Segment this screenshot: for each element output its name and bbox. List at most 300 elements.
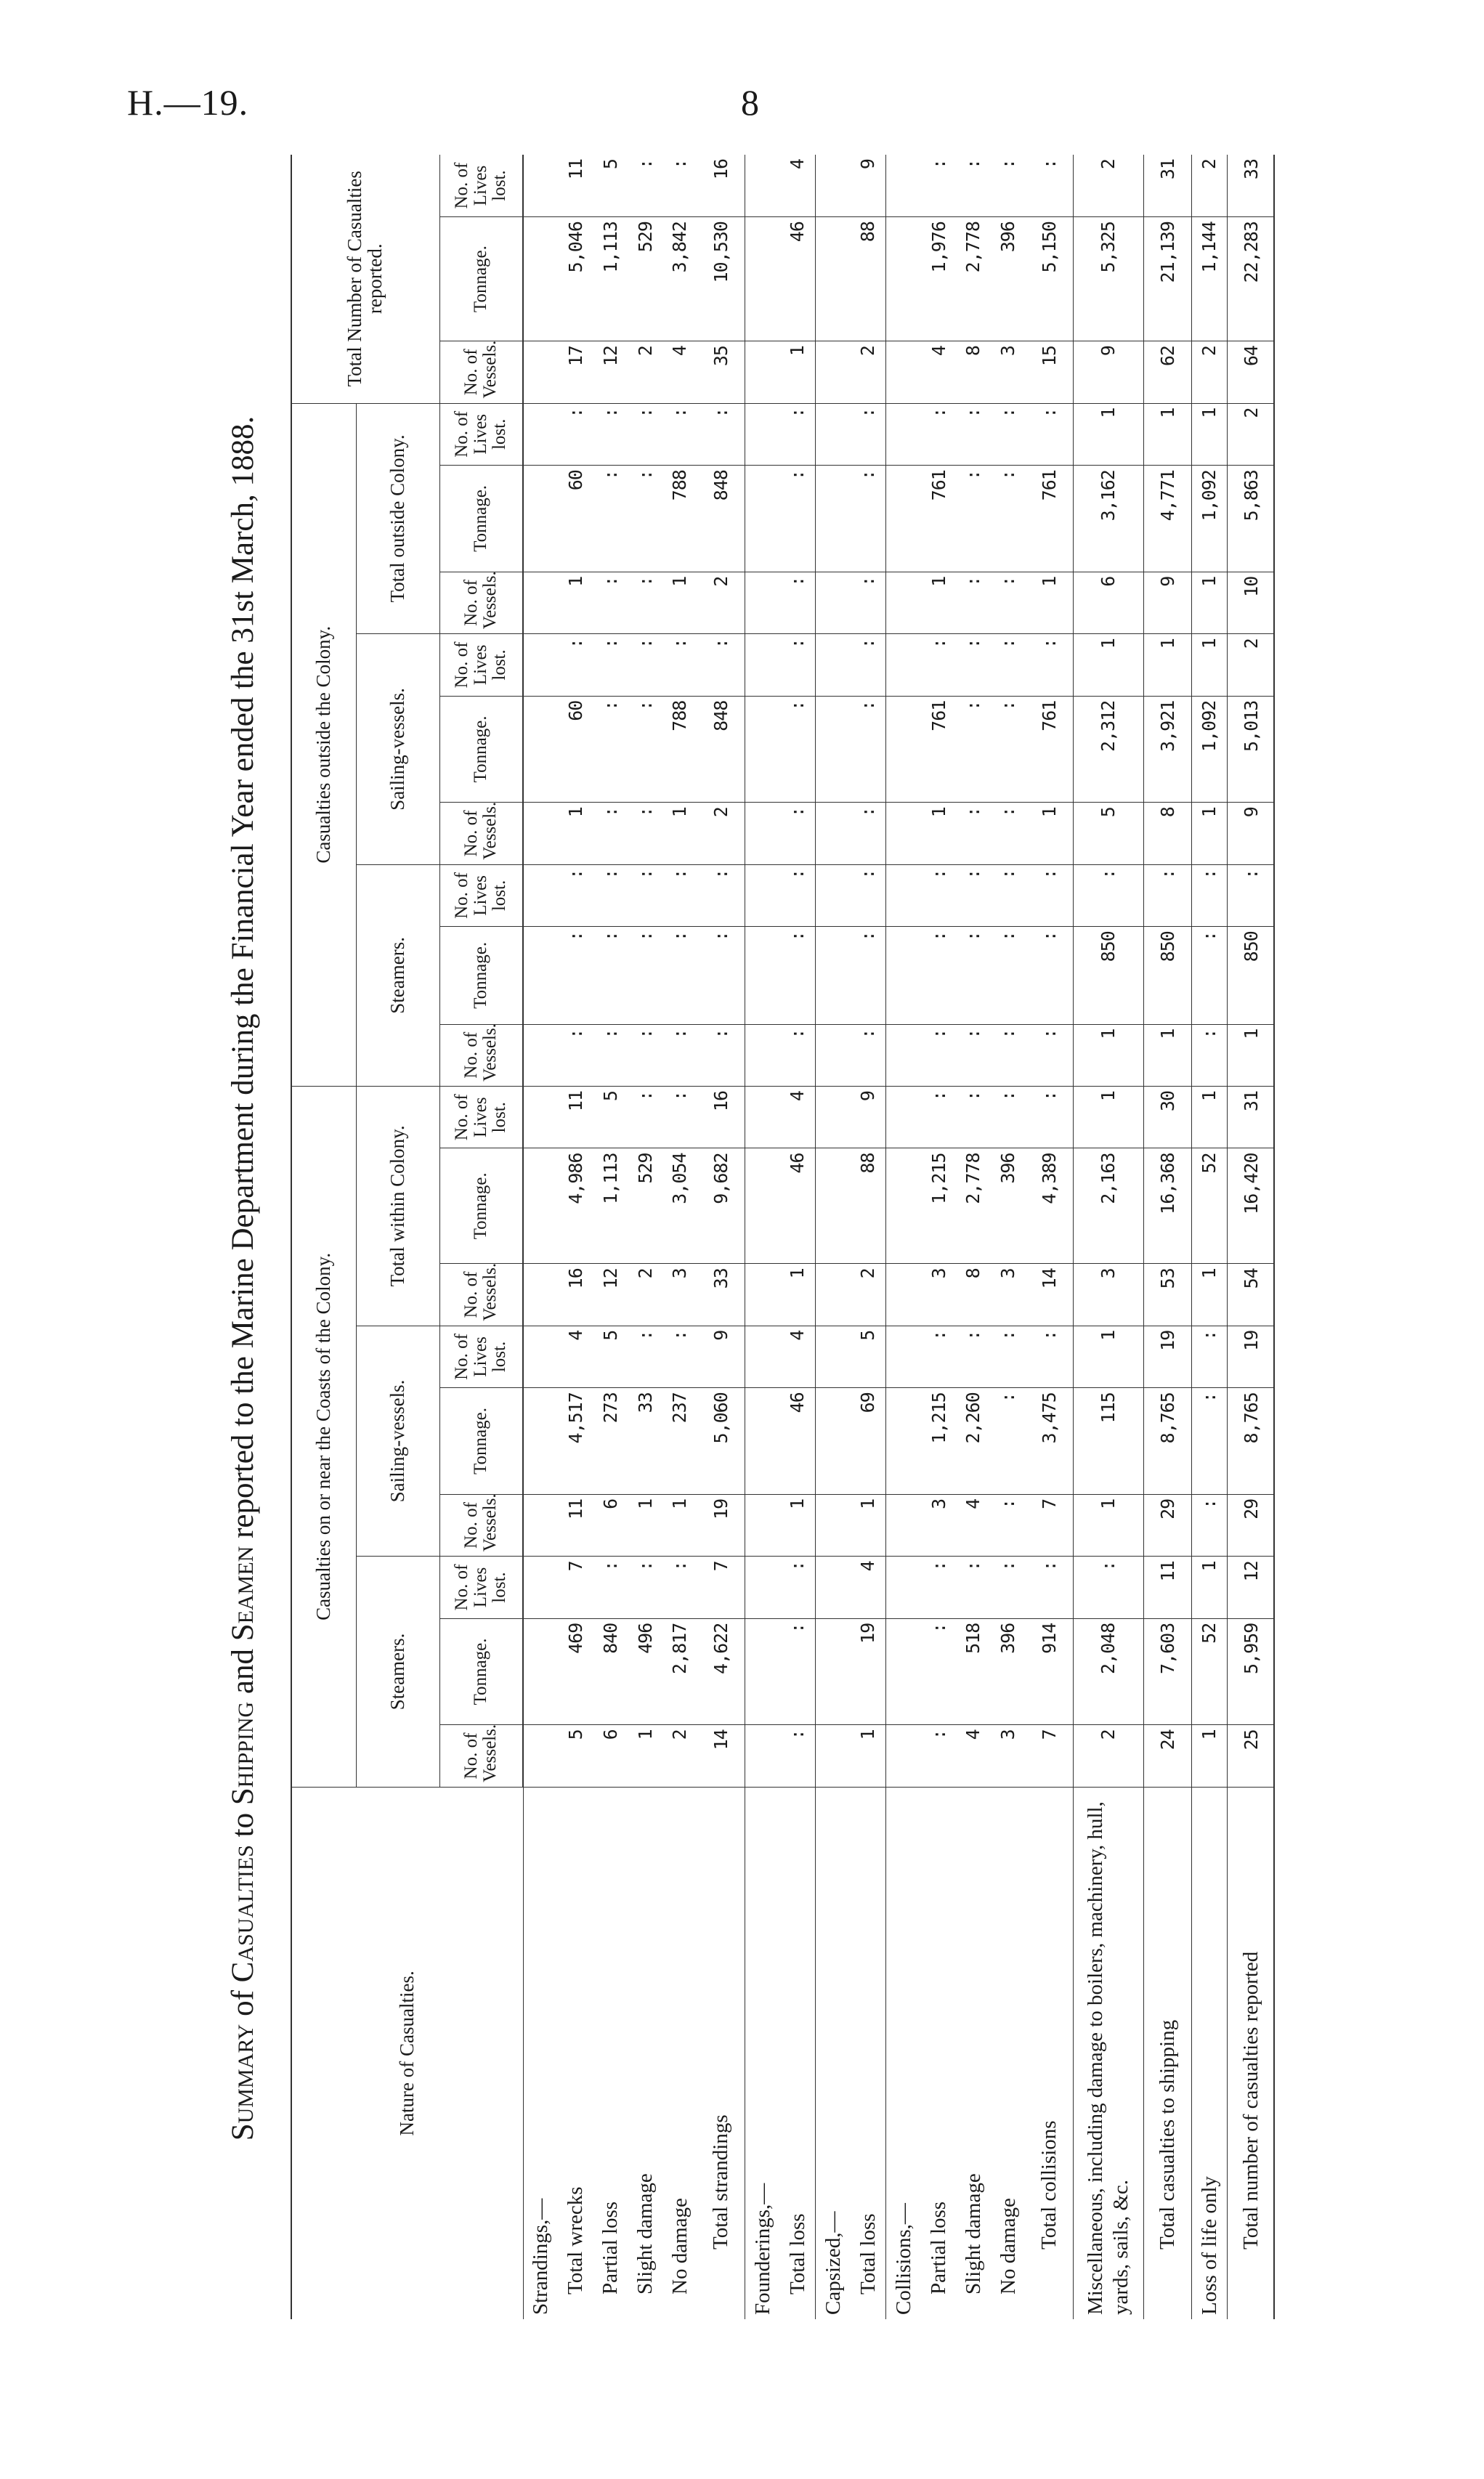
cell-total-within-vessels: 53 — [1144, 1264, 1192, 1326]
cell-total-outside-tonnage: : — [593, 466, 628, 572]
row-label — [523, 1787, 559, 2319]
cell-near-steamers-tonnage: 2,817 — [662, 1618, 697, 1725]
cell-out-steamers-lives: : — [851, 864, 886, 926]
cell-out-sailing-vessels: 1 — [662, 803, 697, 864]
cell-near-sailing-tonnage — [886, 1388, 922, 1495]
cell-total-within-tonnage: 4,389 — [1026, 1148, 1073, 1264]
cell-total-outside-lives: 1 — [1191, 403, 1227, 466]
cell-total-within-lives: : — [921, 1087, 956, 1149]
subheader-total-outside-vessels: No. of Vessels. — [439, 572, 523, 633]
cell-near-steamers-lives — [816, 1557, 851, 1618]
cell-near-sailing-lives: 5 — [851, 1326, 886, 1387]
cell-total-within-tonnage — [523, 1148, 559, 1264]
cell-total-within-lives — [816, 1087, 851, 1149]
cell-total-reported-tonnage: 1,113 — [593, 217, 628, 341]
cell-out-steamers-vessels: : — [780, 1024, 816, 1086]
cell-near-steamers-tonnage: : — [921, 1618, 956, 1725]
subheader-out-steamers-vessels: No. of Vessels. — [439, 1024, 523, 1086]
cell-near-sailing-vessels: 19 — [697, 1494, 745, 1556]
cell-out-sailing-tonnage: : — [593, 696, 628, 803]
cell-near-steamers-lives: : — [593, 1557, 628, 1618]
cell-total-outside-tonnage: 5,863 — [1228, 466, 1275, 572]
cell-near-steamers-lives: 12 — [1228, 1557, 1275, 1618]
title-of: of — [226, 1982, 260, 2024]
cell-out-steamers-vessels: : — [991, 1024, 1026, 1086]
cell-total-outside-vessels: 1 — [1026, 572, 1073, 633]
cell-near-sailing-lives: 5 — [593, 1326, 628, 1387]
cell-near-sailing-lives: : — [1026, 1326, 1073, 1387]
cell-total-outside-tonnage — [816, 466, 851, 572]
cell-out-sailing-vessels: : — [956, 803, 991, 864]
cell-out-sailing-lives: : — [991, 634, 1026, 696]
cell-total-outside-lives — [816, 403, 851, 466]
cell-total-reported-lives: : — [956, 155, 991, 217]
cell-near-steamers-lives: 7 — [559, 1557, 593, 1618]
table-row — [1073, 155, 1143, 2319]
cell-total-reported-vessels: 9 — [1073, 341, 1143, 403]
cell-out-steamers-tonnage — [886, 927, 922, 1024]
cell-near-steamers-lives: : — [780, 1557, 816, 1618]
cell-near-sailing-vessels: : — [991, 1494, 1026, 1556]
header-total-reported: Total Number of Casualties reported. — [291, 155, 439, 403]
cell-total-outside-tonnage: 761 — [1026, 466, 1073, 572]
subheader-out-sailing-lives: No. of Lives lost. — [439, 634, 523, 696]
header-near-sailing: Sailing-vessels. — [356, 1326, 439, 1557]
cell-out-steamers-lives: : — [628, 864, 662, 926]
cell-total-reported-tonnage: 2,778 — [956, 217, 991, 341]
cell-near-sailing-vessels: 29 — [1144, 1494, 1192, 1556]
cell-total-within-tonnage — [886, 1148, 922, 1264]
cell-total-within-tonnage: 396 — [991, 1148, 1026, 1264]
cell-out-sailing-tonnage: 3,921 — [1144, 696, 1192, 803]
cell-near-steamers-tonnage: 518 — [956, 1618, 991, 1725]
cell-out-sailing-vessels: 1 — [1191, 803, 1227, 864]
cell-total-reported-tonnage: 22,283 — [1228, 217, 1275, 341]
table-row — [1191, 155, 1227, 2319]
table-frame-top — [291, 155, 292, 2319]
cell-near-sailing-tonnage: 8,765 — [1228, 1388, 1275, 1495]
cell-total-outside-vessels — [745, 572, 780, 633]
title-rest: reported to the Marine Department during the Financial Year ended the 31st March, 1888. — [226, 415, 260, 1546]
cell-total-outside-vessels: 1 — [559, 572, 593, 633]
cell-near-steamers-vessels: 1 — [1191, 1725, 1227, 1787]
cell-total-reported-lives: : — [1026, 155, 1073, 217]
cell-total-outside-tonnage: 60 — [559, 466, 593, 572]
cell-total-within-tonnage: 46 — [780, 1148, 816, 1264]
cell-out-sailing-vessels — [523, 803, 559, 864]
cell-total-reported-vessels: 4 — [662, 341, 697, 403]
row-label-text: No damage — [668, 2198, 692, 2295]
cell-total-outside-vessels: 9 — [1144, 572, 1192, 633]
cell-near-steamers-lives: : — [662, 1557, 697, 1618]
cell-total-outside-vessels: : — [956, 572, 991, 633]
cell-near-sailing-tonnage: 1,215 — [921, 1388, 956, 1495]
row-label-text: Loss of life only — [1197, 2176, 1221, 2315]
cell-total-reported-vessels: 35 — [697, 341, 745, 403]
cell-total-reported-tonnage: 3,842 — [662, 217, 697, 341]
cell-out-steamers-lives: : — [1228, 864, 1275, 926]
cell-out-steamers-tonnage — [816, 927, 851, 1024]
cell-near-sailing-tonnage — [816, 1388, 851, 1495]
cell-total-within-tonnage — [745, 1148, 780, 1264]
cell-out-sailing-tonnage: 5,013 — [1228, 696, 1275, 803]
subheader-total-reported-tonnage: Tonnage. — [439, 217, 523, 341]
cell-out-steamers-lives — [886, 864, 922, 926]
cell-out-steamers-vessels: : — [593, 1024, 628, 1086]
cell-total-within-tonnage: 52 — [1191, 1148, 1227, 1264]
cell-out-steamers-lives: : — [780, 864, 816, 926]
cell-total-outside-lives: 1 — [1073, 403, 1143, 466]
page-reference: H.—19. — [127, 82, 249, 123]
cell-near-sailing-vessels: 29 — [1228, 1494, 1275, 1556]
subheader-total-within-tonnage: Tonnage. — [439, 1148, 523, 1264]
cell-near-sailing-tonnage: 4,517 — [559, 1388, 593, 1495]
cell-total-reported-tonnage: 46 — [780, 217, 816, 341]
cell-near-sailing-vessels: 4 — [956, 1494, 991, 1556]
row-label — [1228, 1787, 1275, 2319]
cell-near-steamers-vessels — [523, 1725, 559, 1787]
row-label-text: Total loss — [785, 2213, 809, 2295]
cell-near-sailing-tonnage: 8,765 — [1144, 1388, 1192, 1495]
cell-total-reported-tonnage: 1,976 — [921, 217, 956, 341]
cell-near-sailing-vessels — [816, 1494, 851, 1556]
cell-total-outside-lives — [745, 403, 780, 466]
cell-total-outside-vessels: 6 — [1073, 572, 1143, 633]
page-number: 8 — [741, 82, 759, 123]
cell-out-steamers-tonnage: 850 — [1073, 927, 1143, 1024]
cell-near-steamers-lives: : — [1073, 1557, 1143, 1618]
cell-out-steamers-lives — [745, 864, 780, 926]
cell-total-outside-lives: : — [1026, 403, 1073, 466]
cell-total-within-vessels: 1 — [780, 1264, 816, 1326]
cell-total-within-vessels: 8 — [956, 1264, 991, 1326]
cell-out-sailing-lives: 1 — [1073, 634, 1143, 696]
cell-total-reported-vessels: 2 — [1191, 341, 1227, 403]
cell-out-steamers-vessels: : — [697, 1024, 745, 1086]
cell-near-sailing-vessels — [745, 1494, 780, 1556]
cell-total-outside-tonnage: : — [780, 466, 816, 572]
cell-total-within-vessels: 3 — [921, 1264, 956, 1326]
table-row — [1144, 155, 1192, 2319]
cell-total-reported-tonnage: 5,325 — [1073, 217, 1143, 341]
cell-total-reported-vessels: 2 — [851, 341, 886, 403]
cell-total-within-tonnage: 3,054 — [662, 1148, 697, 1264]
cell-near-sailing-lives — [745, 1326, 780, 1387]
header-out-steamers: Steamers. — [356, 864, 439, 1086]
cell-near-steamers-tonnage: 914 — [1026, 1618, 1073, 1725]
cell-total-outside-lives: 2 — [1228, 403, 1275, 466]
table-row — [956, 155, 991, 2319]
table-row — [593, 155, 628, 2319]
cell-out-sailing-vessels: 5 — [1073, 803, 1143, 864]
subheader-near-steamers-tonnage: Tonnage. — [439, 1618, 523, 1725]
cell-total-outside-vessels — [816, 572, 851, 633]
cell-near-steamers-tonnage: 2,048 — [1073, 1618, 1143, 1725]
cell-total-within-lives: : — [991, 1087, 1026, 1149]
cell-near-sailing-tonnage: : — [1191, 1388, 1227, 1495]
cell-near-steamers-tonnage: 496 — [628, 1618, 662, 1725]
cell-total-within-tonnage — [816, 1148, 851, 1264]
cell-total-within-vessels: 3 — [1073, 1264, 1143, 1326]
title-summary: Summary — [226, 2024, 260, 2141]
cell-total-outside-lives: : — [559, 403, 593, 466]
cell-out-sailing-lives: : — [780, 634, 816, 696]
cell-near-steamers-tonnage: 5,959 — [1228, 1618, 1275, 1725]
cell-near-sailing-lives: : — [1191, 1326, 1227, 1387]
cell-total-reported-vessels — [816, 341, 851, 403]
cell-near-sailing-vessels: 1 — [780, 1494, 816, 1556]
cell-total-within-vessels — [886, 1264, 922, 1326]
cell-out-sailing-vessels — [745, 803, 780, 864]
table-row — [1228, 155, 1275, 2319]
cell-out-sailing-tonnage: 1,092 — [1191, 696, 1227, 803]
cell-out-sailing-vessels: : — [780, 803, 816, 864]
cell-out-sailing-vessels: : — [628, 803, 662, 864]
cell-total-reported-tonnage: 5,046 — [559, 217, 593, 341]
subheader-total-reported-vessels: No. of Vessels. — [439, 341, 523, 403]
title-to: to — [226, 1805, 260, 1846]
subheader-total-outside-lives: No. of Lives lost. — [439, 403, 523, 466]
subheader-near-steamers-vessels: No. of Vessels. — [439, 1725, 523, 1787]
cell-near-sailing-tonnage: 69 — [851, 1388, 886, 1495]
table-row — [559, 155, 593, 2319]
cell-total-within-lives — [745, 1087, 780, 1149]
cell-total-reported-lives — [816, 155, 851, 217]
cell-total-within-lives: : — [1026, 1087, 1073, 1149]
title-seamen: Seamen — [226, 1546, 260, 1642]
cell-total-within-tonnage: 2,778 — [956, 1148, 991, 1264]
cell-out-sailing-lives — [816, 634, 851, 696]
cell-near-sailing-lives — [523, 1326, 559, 1387]
rotated-table — [291, 155, 1275, 2319]
cell-total-reported-tonnage: 88 — [851, 217, 886, 341]
cell-total-outside-lives — [886, 403, 922, 466]
cell-near-steamers-lives — [745, 1557, 780, 1618]
cell-near-sailing-vessels: : — [1191, 1494, 1227, 1556]
table-row — [523, 155, 559, 2319]
row-label-text: Slight damage — [633, 2173, 657, 2295]
cell-out-steamers-vessels: : — [628, 1024, 662, 1086]
cell-out-sailing-tonnage — [745, 696, 780, 803]
cell-total-within-lives: 31 — [1228, 1087, 1275, 1149]
cell-near-sailing-vessels: 1 — [662, 1494, 697, 1556]
cell-near-steamers-vessels: 2 — [1073, 1725, 1143, 1787]
cell-out-steamers-lives: : — [559, 864, 593, 926]
cell-total-within-vessels: 2 — [851, 1264, 886, 1326]
cell-total-reported-vessels: 1 — [780, 341, 816, 403]
cell-near-steamers-lives: : — [956, 1557, 991, 1618]
cell-out-steamers-tonnage: : — [559, 927, 593, 1024]
table-row — [780, 155, 816, 2319]
cell-near-sailing-vessels: 1 — [628, 1494, 662, 1556]
cell-near-steamers-lives: : — [921, 1557, 956, 1618]
cell-out-steamers-lives: : — [662, 864, 697, 926]
cell-out-sailing-tonnage: 761 — [921, 696, 956, 803]
cell-out-steamers-vessels: : — [1026, 1024, 1073, 1086]
cell-out-sailing-vessels — [816, 803, 851, 864]
cell-total-reported-tonnage: 396 — [991, 217, 1026, 341]
cell-near-steamers-tonnage: 4,622 — [697, 1618, 745, 1725]
cell-near-steamers-vessels: 14 — [697, 1725, 745, 1787]
cell-near-steamers-tonnage: 19 — [851, 1618, 886, 1725]
cell-total-outside-tonnage: 788 — [662, 466, 697, 572]
row-label — [886, 1787, 922, 2319]
table-row — [628, 155, 662, 2319]
row-label — [816, 1787, 851, 2319]
cell-near-steamers-tonnage — [816, 1618, 851, 1725]
cell-out-steamers-vessels: : — [662, 1024, 697, 1086]
cell-total-outside-lives: : — [662, 403, 697, 466]
subheader-near-steamers-lives: No. of Lives lost. — [439, 1557, 523, 1618]
cell-near-sailing-tonnage: 273 — [593, 1388, 628, 1495]
row-label — [1073, 1787, 1143, 2319]
cell-total-outside-tonnage: : — [628, 466, 662, 572]
row-label — [593, 1787, 628, 2319]
cell-total-reported-lives: 11 — [559, 155, 593, 217]
cell-near-steamers-tonnage: : — [780, 1618, 816, 1725]
table-row — [816, 155, 851, 2319]
cell-total-reported-lives: 2 — [1073, 155, 1143, 217]
table-row — [991, 155, 1026, 2319]
cell-near-steamers-vessels: 1 — [628, 1725, 662, 1787]
cell-total-within-vessels — [523, 1264, 559, 1326]
table-row — [886, 155, 922, 2319]
cell-total-outside-vessels: 10 — [1228, 572, 1275, 633]
cell-total-within-lives: 1 — [1191, 1087, 1227, 1149]
cell-total-within-lives: 4 — [780, 1087, 816, 1149]
cell-total-within-lives: 11 — [559, 1087, 593, 1149]
cell-out-sailing-lives — [745, 634, 780, 696]
cell-total-reported-tonnage — [523, 217, 559, 341]
cell-out-sailing-vessels: 1 — [1026, 803, 1073, 864]
cell-out-sailing-lives: 1 — [1144, 634, 1192, 696]
cell-total-within-tonnage: 2,163 — [1073, 1148, 1143, 1264]
header-total-within: Total within Colony. — [356, 1087, 439, 1326]
header-out-sailing: Sailing-vessels. — [356, 634, 439, 865]
cell-out-steamers-tonnage: : — [628, 927, 662, 1024]
cell-total-reported-vessels: 15 — [1026, 341, 1073, 403]
cell-near-steamers-lives: : — [628, 1557, 662, 1618]
cell-out-steamers-lives: : — [921, 864, 956, 926]
cell-near-steamers-vessels: 4 — [956, 1725, 991, 1787]
cell-total-reported-lives: 31 — [1144, 155, 1192, 217]
cell-total-within-vessels: 14 — [1026, 1264, 1073, 1326]
cell-near-sailing-tonnage: 33 — [628, 1388, 662, 1495]
cell-total-reported-lives: 9 — [851, 155, 886, 217]
cell-out-steamers-tonnage: : — [1191, 927, 1227, 1024]
cell-total-reported-lives: 4 — [780, 155, 816, 217]
row-label-text: No damage — [996, 2198, 1020, 2295]
cell-near-sailing-lives: : — [956, 1326, 991, 1387]
cell-out-sailing-lives: 1 — [1191, 634, 1227, 696]
cell-out-sailing-tonnage: 60 — [559, 696, 593, 803]
cell-out-sailing-tonnage: 761 — [1026, 696, 1073, 803]
cell-near-sailing-lives: : — [921, 1326, 956, 1387]
table-row — [697, 155, 745, 2319]
cell-out-sailing-lives: 2 — [1228, 634, 1275, 696]
cell-near-sailing-tonnage: 5,060 — [697, 1388, 745, 1495]
cell-total-reported-vessels: 12 — [593, 341, 628, 403]
cell-out-steamers-vessels: : — [921, 1024, 956, 1086]
cell-out-steamers-lives: : — [1073, 864, 1143, 926]
cell-out-sailing-tonnage: : — [851, 696, 886, 803]
cell-near-sailing-lives: 4 — [780, 1326, 816, 1387]
table-frame-bottom — [1273, 155, 1275, 2319]
cell-total-reported-vessels: 4 — [921, 341, 956, 403]
header-total-outside: Total outside Colony. — [356, 403, 439, 634]
row-label-text: Founderings,— — [750, 2183, 774, 2315]
cell-total-outside-vessels: : — [628, 572, 662, 633]
cell-out-steamers-tonnage: : — [851, 927, 886, 1024]
cell-total-within-vessels: 1 — [1191, 1264, 1227, 1326]
cell-near-sailing-vessels: 7 — [1026, 1494, 1073, 1556]
cell-out-steamers-tonnage: : — [991, 927, 1026, 1024]
cell-out-sailing-vessels: 1 — [559, 803, 593, 864]
cell-total-within-vessels: 3 — [662, 1264, 697, 1326]
row-label — [1026, 1787, 1073, 2319]
cell-near-steamers-vessels — [745, 1725, 780, 1787]
cell-total-reported-lives: : — [628, 155, 662, 217]
cell-near-steamers-vessels: 7 — [1026, 1725, 1073, 1787]
cell-total-outside-tonnage: 1,092 — [1191, 466, 1227, 572]
cell-total-outside-vessels: : — [593, 572, 628, 633]
cell-total-within-tonnage: 88 — [851, 1148, 886, 1264]
cell-out-steamers-vessels: 1 — [1073, 1024, 1143, 1086]
cell-out-sailing-vessels: 8 — [1144, 803, 1192, 864]
subheader-total-reported-lives: No. of Lives lost. — [439, 155, 523, 217]
cell-total-reported-vessels: 64 — [1228, 341, 1275, 403]
row-label — [780, 1787, 816, 2319]
cell-total-outside-vessels: 1 — [921, 572, 956, 633]
row-label-text: Slight damage — [961, 2173, 985, 2295]
cell-near-steamers-lives — [523, 1557, 559, 1618]
cell-total-outside-vessels: : — [780, 572, 816, 633]
cell-out-sailing-tonnage — [523, 696, 559, 803]
cell-near-sailing-tonnage: 3,475 — [1026, 1388, 1073, 1495]
cell-near-sailing-lives: 9 — [697, 1326, 745, 1387]
cell-near-steamers-vessels — [816, 1725, 851, 1787]
cell-near-sailing-lives: 1 — [1073, 1326, 1143, 1387]
cell-total-reported-vessels — [523, 341, 559, 403]
cell-out-sailing-tonnage — [886, 696, 922, 803]
row-label-text: Strandings,— — [529, 2198, 553, 2315]
cell-out-sailing-vessels: : — [851, 803, 886, 864]
cell-out-sailing-lives: : — [1026, 634, 1073, 696]
cell-total-reported-vessels: 2 — [628, 341, 662, 403]
cell-near-sailing-tonnage: 2,260 — [956, 1388, 991, 1495]
cell-total-within-lives: : — [662, 1087, 697, 1149]
cell-near-steamers-lives: 11 — [1144, 1557, 1192, 1618]
cell-near-steamers-tonnage: 840 — [593, 1618, 628, 1725]
cell-out-sailing-tonnage: 788 — [662, 696, 697, 803]
cell-total-within-lives — [886, 1087, 922, 1149]
subheader-total-outside-tonnage: Tonnage. — [439, 466, 523, 572]
cell-out-sailing-tonnage: : — [956, 696, 991, 803]
header-near-coasts: Casualties on or near the Coasts of the Colony. — [291, 1087, 356, 1788]
cell-near-steamers-tonnage — [523, 1618, 559, 1725]
row-label — [628, 1787, 662, 2319]
row-label — [559, 1787, 593, 2319]
row-label-text: Miscellaneous, including damage to boilers, machinery, hull, yards, sails, &c. — [1084, 1801, 1132, 2315]
cell-out-sailing-lives: : — [956, 634, 991, 696]
cell-total-reported-tonnage: 5,150 — [1026, 217, 1073, 341]
cell-total-within-vessels — [816, 1264, 851, 1326]
cell-near-steamers-lives: 7 — [697, 1557, 745, 1618]
cell-total-within-tonnage: 1,215 — [921, 1148, 956, 1264]
cell-out-steamers-lives: : — [1144, 864, 1192, 926]
cell-total-outside-vessels: 1 — [1191, 572, 1227, 633]
cell-out-steamers-vessels: 1 — [1144, 1024, 1192, 1086]
